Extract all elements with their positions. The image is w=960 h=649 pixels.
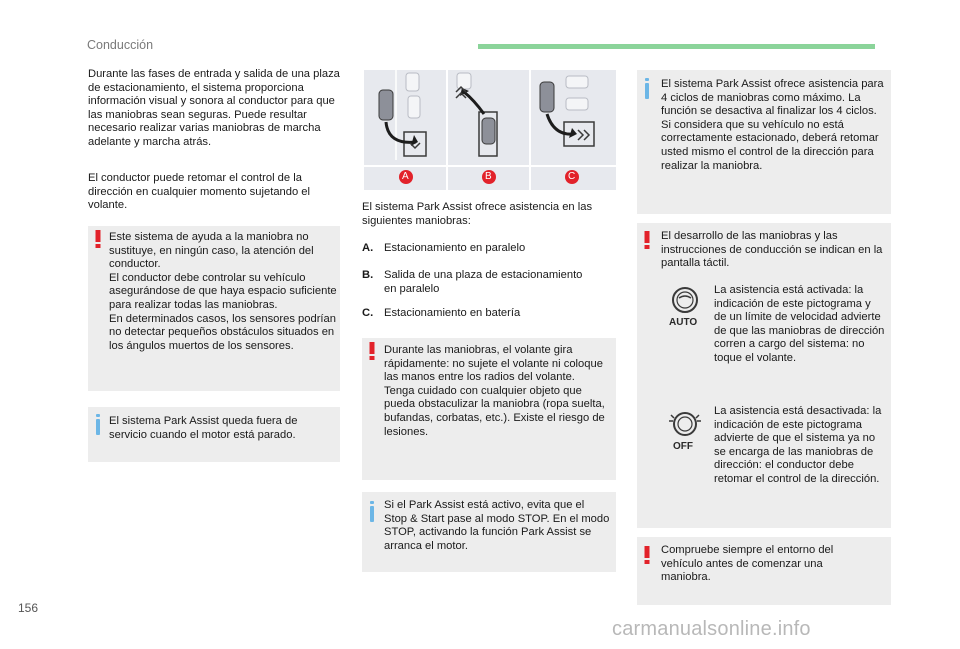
maneuvers-intro: El sistema Park Assist ofrece asistencia en las siguientes maniobras: <box>362 201 593 227</box>
warning-icon <box>368 342 376 360</box>
warning-box-system <box>88 226 340 391</box>
steering-off-icon <box>667 409 703 455</box>
item-label: C. <box>362 307 374 319</box>
warning-icon <box>643 546 651 564</box>
intro-paragraph: Durante las fases de entrada y salida de una plaza de estacionamiento, el sistema proporciona información visual y sonora al conductor para que las maniobras sean seguras. Puede resultar necesario realizar varias maniobras de marcha adelante y marcha atrás. <box>88 68 340 148</box>
info-text: El sistema Park Assist ofrece asistencia para 4 ciclos de maniobras como máximo. La función se desactiva al finalizar los 4 ciclos. Si considera que su vehículo no está correctamente estacionado, deberá retomar usted mismo el control de la dirección para realizar la maniobra. <box>661 78 884 172</box>
maneuver-diagram <box>364 70 616 190</box>
info-box-stop-start <box>362 492 616 572</box>
warning-text: El desarrollo de las maniobras y las instrucciones de conducción se indican en la pantalla táctil. <box>661 230 883 270</box>
diagram-label-b: B <box>485 171 492 182</box>
info-text: Si el Park Assist está activo, evita que el Stop & Start pase al modo STOP. En el modo STOP, activando la función Park Assist se arranca el motor. <box>384 499 610 552</box>
list-item <box>362 269 620 297</box>
watermark: carmanualsonline.info <box>612 618 811 640</box>
warning-text: Compruebe siempre el entorno del vehículo antes de comenzar una maniobra. <box>661 544 834 584</box>
item-label: B. <box>362 269 374 281</box>
warning-box-touchscreen <box>637 223 891 528</box>
off-label: OFF <box>673 441 693 452</box>
auto-label: AUTO <box>669 317 698 328</box>
info-icon <box>96 419 100 435</box>
item-text: Estacionamiento en paralelo <box>384 242 526 254</box>
list-item <box>362 307 620 321</box>
info-icon <box>645 83 649 99</box>
diagram-label-c: C <box>568 171 576 182</box>
item-label: A. <box>362 242 374 254</box>
control-paragraph: El conductor puede retomar el control de la dirección en cualquier momento sujetando el volante. <box>88 172 311 212</box>
info-text: El sistema Park Assist queda fuera de servicio cuando el motor está parado. <box>109 415 298 441</box>
info-box-cycles <box>637 70 891 214</box>
warning-icon <box>94 230 102 248</box>
info-box-out-of-service <box>88 407 340 462</box>
list-item <box>362 242 620 256</box>
info-icon <box>370 506 374 522</box>
warning-box-steering <box>362 338 616 480</box>
steering-auto-icon <box>667 285 703 331</box>
warning-text: Durante las maniobras, el volante gira rápidamente: no sujete el volante ni coloque las manos entre los radios del volante. Tenga cuidado con cualquier objeto que pueda obstaculizar la maniobra (ropa suelta, bufandas, corbatas, etc.). Existe el riesgo de lesiones. <box>384 344 605 438</box>
diagram-label-a: A <box>402 171 409 182</box>
auto-description: La asistencia está activada: la indicación de este pictograma y de un límite de velocidad advierte de que las maniobras de dirección corren a cargo del sistema: no toque el volante. <box>714 284 885 364</box>
warning-icon <box>643 231 651 249</box>
section-title: Conducción <box>87 38 154 52</box>
item-text: Estacionamiento en batería <box>384 307 521 319</box>
warning-box-surroundings <box>637 537 891 605</box>
section-accent-bar <box>478 44 875 49</box>
warning-text: Este sistema de ayuda a la maniobra no sustituye, en ningún caso, la atención del conductor. El conductor debe controlar su vehículo asegurándose de que haya espacio suficiente para realizar todas las maniobras. En determinados casos, los sensores podrían no detectar pequeños obstáculos situados en los ángulos muertos de los sensores. <box>109 231 337 352</box>
off-description: La asistencia está desactivada: la indicación de este pictograma advierte de que el sistema ya no se encarga de las maniobras de dirección: el conductor debe retomar el control de la dirección. <box>714 405 882 485</box>
page-number: 156 <box>18 601 39 615</box>
item-text: Salida de una plaza de estacionamiento en paralelo <box>384 269 583 295</box>
